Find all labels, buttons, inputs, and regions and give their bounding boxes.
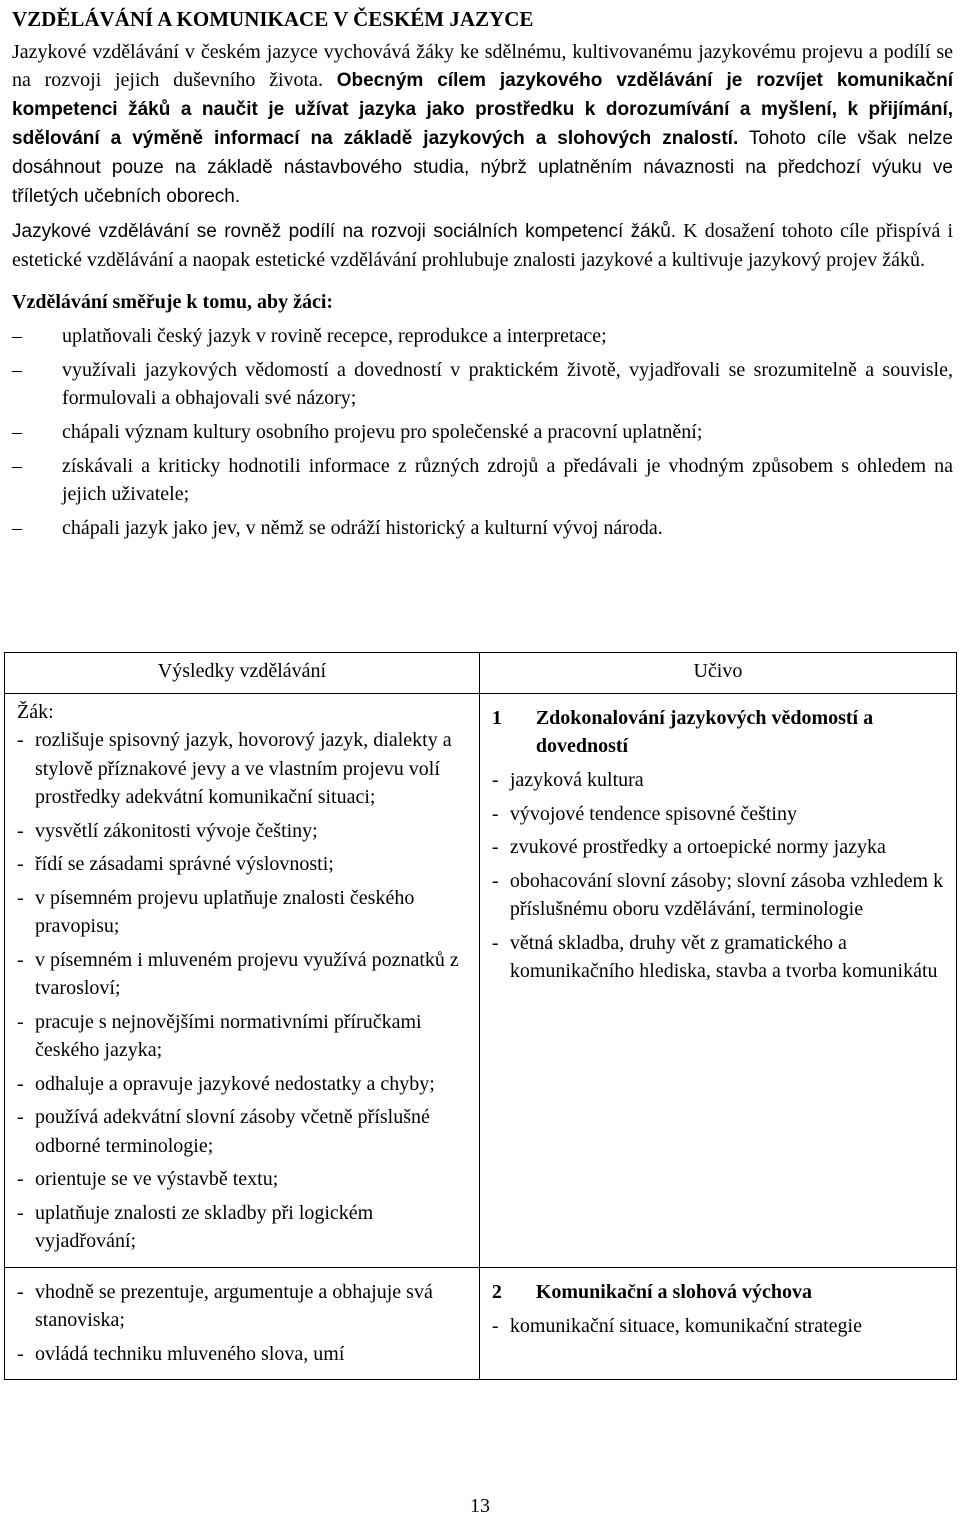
aims-item <box>12 356 953 412</box>
outcome-text: orientuje se ve výstavbě textu; <box>35 1168 279 1190</box>
dash-bullet: – <box>12 517 22 539</box>
curriculum-table <box>4 652 957 1380</box>
content-cell <box>479 1267 956 1380</box>
content-text: komunikační situace, komunikační strategie <box>509 1314 862 1337</box>
outcomes-list <box>17 726 469 1256</box>
content-text: vývojové tendence spisovné češtiny <box>509 802 797 825</box>
content-list <box>492 1312 946 1341</box>
aims-item <box>12 514 953 542</box>
bullet: - <box>491 802 499 825</box>
outcome-text: používá adekvátní slovní zásoby včetně příslušné odborné terminologie; <box>35 1106 430 1157</box>
intro-p1-text-b: Tohoto cíle však nelze dosáhnout pouze na základě nástavbového studia, nýbrž uplatněním návaznosti na předchozí výuku ve tříletých učebních oborech. <box>12 128 953 207</box>
bullet: - <box>491 931 499 954</box>
outcome-item <box>17 1103 469 1160</box>
bullet: - <box>17 1280 24 1303</box>
bullet: - <box>491 769 499 791</box>
table-row <box>5 1267 957 1380</box>
aims-item <box>12 452 953 508</box>
bullet: - <box>17 1106 24 1128</box>
outcome-text: vhodně se prezentuje, argumentuje a obhajuje svá stanoviska; <box>35 1280 433 1331</box>
aims-list <box>12 322 953 542</box>
outcomes-cell <box>5 694 480 1268</box>
outcome-text: řídí se zásadami správné výslovnosti; <box>35 853 334 875</box>
bullet: - <box>17 948 24 971</box>
aims-item-text: uplatňovali český jazyk v rovině recepce, reprodukce a interpretace; <box>62 325 607 347</box>
outcome-item <box>17 817 469 846</box>
content-item <box>492 766 946 795</box>
table-row <box>5 694 957 1268</box>
aims-item-text: chápali význam kultury osobního projevu pro společenské a pracovní uplatnění; <box>62 421 703 443</box>
content-text: větná skladba, druhy vět z gramatického a komunikačního hlediska, stavba a tvorba komunikátu <box>509 931 938 982</box>
intro-paragraph-2 <box>12 217 953 274</box>
header-outcomes: Výsledky vzdělávání <box>5 653 480 694</box>
outcome-item <box>17 726 469 812</box>
content-item <box>492 929 946 986</box>
aims-title: Vzdělávání směřuje k tomu, aby žáci: <box>12 291 334 313</box>
outcome-item <box>17 1278 469 1335</box>
outcome-text: uplatňuje znalosti ze skladby při logickém vyjadřování; <box>35 1201 374 1252</box>
content-text: zvukové prostředky a ortoepické normy jazyka <box>509 836 886 858</box>
content-cell <box>479 694 956 1268</box>
aims-item-text: využívali jazykových vědomostí a dovedností v praktickém životě, vyjadřovali se srozumitelně a souvisle, formulovali a obhajovali své názory; <box>62 359 953 409</box>
section-heading: VZDĚLÁVÁNÍ A KOMUNIKACE V ČESKÉM JAZYCE <box>12 7 534 31</box>
bullet: - <box>491 869 499 892</box>
content-item <box>492 867 946 924</box>
student-label: Žák: <box>17 701 54 723</box>
intro-p1-bold: Obecným cílem jazykového vzdělávání je rozvíjet komunikační kompetenci žáků a naučit je užívat jazyka jako prostředku k dorozumívání a myšlení, k přijímání, sdělování a výměně informací na základě jazykových a slohových znalostí. <box>12 70 953 149</box>
bullet: - <box>17 1201 24 1224</box>
content-item <box>492 833 946 862</box>
aims-item-text: získávali a kriticky hodnotili informace z různých zdrojů a předávali je vhodným způsobem s ohledem na jejich uživatele; <box>62 455 953 505</box>
intro-p1-text-a: Jazykové vzdělávání v českém jazyce vychovává žáky ke sdělnému, kultivovanému jazykovému projevu a podílí se na rozvoji jejich duševního života. <box>12 41 953 91</box>
outcome-item <box>17 1008 469 1065</box>
outcome-text: ovládá techniku mluveného slova, umí <box>35 1342 345 1365</box>
outcome-item <box>17 884 469 941</box>
outcomes-list <box>17 1278 469 1369</box>
intro-p2-text-a: Jazykové vzdělávání se rovněž podílí na rozvoji sociálních kompetencí žáků. <box>12 221 677 242</box>
aims-item <box>12 418 953 446</box>
bullet: - <box>17 1342 24 1365</box>
bullet: - <box>17 853 24 875</box>
content-section-title <box>492 1278 946 1306</box>
content-text: obohacování slovní zásoby; slovní zásoba vzhledem k příslušnému oboru vzdělávání, terminologie <box>509 869 944 920</box>
outcome-text: pracuje s nejnovějšími normativními příručkami českého jazyka; <box>35 1010 422 1061</box>
outcome-item <box>17 946 469 1003</box>
content-item <box>492 800 946 829</box>
section-title: Komunikační a slohová výchova <box>535 1280 813 1303</box>
content-text: jazyková kultura <box>509 769 644 791</box>
intro-p2-text-b: K dosažení tohoto cíle přispívá i estetické vzdělávání a naopak estetické vzdělávání prohlubuje znalosti jazykové a kultivuje jazykový projev žáků. <box>12 220 953 271</box>
outcome-text: odhaluje a opravuje jazykové nedostatky a chyby; <box>35 1072 435 1095</box>
bullet: - <box>491 1314 499 1337</box>
dash-bullet: – <box>12 421 22 443</box>
outcome-item <box>17 850 469 879</box>
aims-item-text: chápali jazyk jako jev, v němž se odráží historický a kulturní vývoj národa. <box>62 517 663 539</box>
outcome-item <box>17 1165 469 1194</box>
bullet: - <box>17 1010 24 1033</box>
section-number: 1 <box>491 707 502 729</box>
intro-text <box>12 38 953 274</box>
outcome-text: vysvětlí zákonitosti vývoje češtiny; <box>35 819 318 842</box>
outcome-item <box>17 1070 469 1099</box>
content-list <box>492 766 946 986</box>
content-section-title <box>492 704 946 760</box>
page-number: 13 <box>470 1495 490 1517</box>
bullet: - <box>17 729 24 751</box>
section-number: 2 <box>491 1280 502 1303</box>
intro-paragraph-1 <box>12 38 953 211</box>
bullet: - <box>17 886 24 909</box>
outcome-text: rozlišuje spisovný jazyk, hovorový jazyk, dialekty a stylově příznakové jevy a ve vlastním projevu volí prostředky adekvátní komunikační situaci; <box>35 729 452 808</box>
aims-item <box>12 322 953 350</box>
section-title: Zdokonalování jazykových vědomostí a dovedností <box>535 707 874 757</box>
outcome-item <box>17 1199 469 1256</box>
dash-bullet: – <box>12 359 22 381</box>
bullet: - <box>17 1072 24 1095</box>
outcome-text: v písemném i mluveném projevu využívá poznatků z tvarosloví; <box>35 948 459 999</box>
bullet: - <box>17 1168 24 1190</box>
bullet: - <box>17 819 24 842</box>
outcomes-cell <box>5 1267 480 1380</box>
dash-bullet: – <box>12 325 22 347</box>
document-page <box>12 0 953 548</box>
content-item <box>492 1312 946 1341</box>
table-header-row <box>5 653 957 694</box>
outcome-text: v písemném projevu uplatňuje znalosti českého pravopisu; <box>35 886 415 937</box>
outcome-item <box>17 1340 469 1369</box>
header-content: Učivo <box>479 653 956 694</box>
bullet: - <box>491 836 499 858</box>
dash-bullet: – <box>12 455 22 477</box>
